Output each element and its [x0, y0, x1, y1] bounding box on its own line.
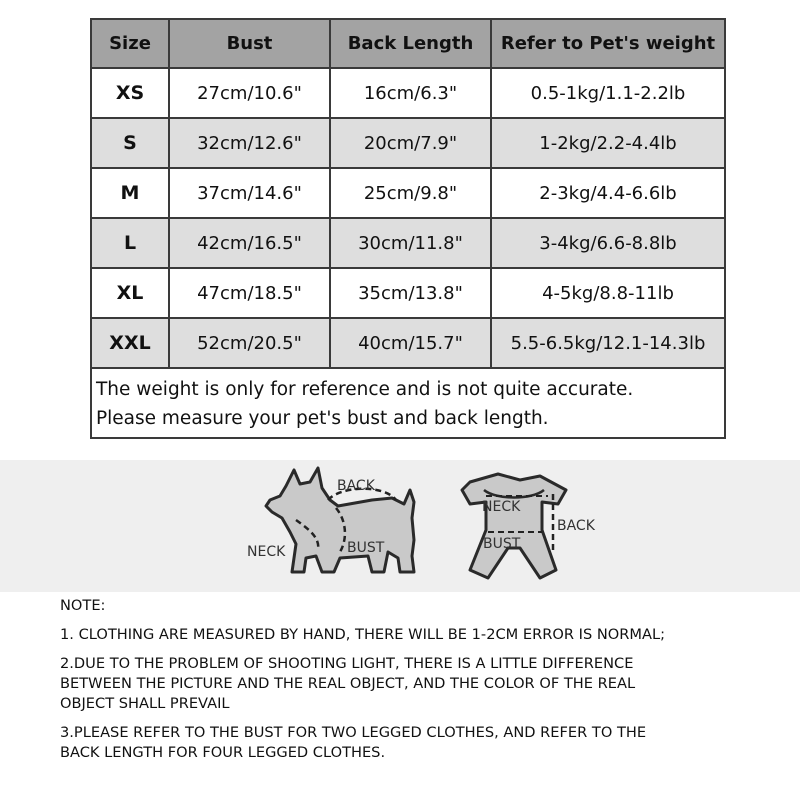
size-chart-table	[90, 18, 726, 439]
note-item: 3.PLEASE REFER TO THE BUST FOR TWO LEGGED CLOTHES, AND REFER TO THE BACK LENGTH FOR FOUR LEGGED CLOTHES.	[60, 724, 647, 761]
table-note-cell	[91, 368, 725, 438]
note-item: 2.DUE TO THE PROBLEM OF SHOOTING LIGHT, THERE IS A LITTLE DIFFERENCE BETWEEN THE PICTURE AND THE REAL OBJECT, AND THE COLOR OF THE REAL OBJECT SHALL PREVAIL	[60, 655, 636, 712]
notes-title: NOTE:	[60, 597, 106, 614]
weight-cell: 5.5-6.5kg/12.1-14.3lb	[491, 318, 725, 368]
dog-back-label: BACK	[337, 478, 375, 494]
measurement-diagram	[0, 460, 800, 592]
size-cell: M	[91, 168, 169, 218]
table-row	[91, 68, 725, 118]
garment-bust-label: BUST	[483, 536, 521, 552]
table-row	[91, 318, 725, 368]
bust-cell: 42cm/16.5"	[169, 218, 330, 268]
garment-back-label: BACK	[557, 518, 595, 534]
garment-neck-label: NECK	[482, 499, 521, 515]
table-row	[91, 118, 725, 168]
notes-section	[60, 596, 780, 772]
bust-cell: 32cm/12.6"	[169, 118, 330, 168]
header-back-length: Back Length	[330, 19, 491, 68]
size-cell: L	[91, 218, 169, 268]
table-note-line: The weight is only for reference and is not quite accurate.	[96, 379, 634, 400]
table-header-row	[91, 19, 725, 68]
dog-bust-label: BUST	[347, 540, 385, 556]
weight-cell: 3-4kg/6.6-8.8lb	[491, 218, 725, 268]
note-item: 1. CLOTHING ARE MEASURED BY HAND, THERE WILL BE 1-2CM ERROR IS NORMAL;	[60, 626, 666, 643]
measurement-diagram-svg	[0, 460, 800, 592]
back-length-cell: 30cm/11.8"	[330, 218, 491, 268]
back-length-cell: 20cm/7.9"	[330, 118, 491, 168]
bust-cell: 37cm/14.6"	[169, 168, 330, 218]
header-weight: Refer to Pet's weight	[491, 19, 725, 68]
size-cell: XL	[91, 268, 169, 318]
dog-neck-label: NECK	[247, 544, 286, 560]
size-cell: XS	[91, 68, 169, 118]
table-row	[91, 168, 725, 218]
bust-cell: 47cm/18.5"	[169, 268, 330, 318]
back-length-cell: 40cm/15.7"	[330, 318, 491, 368]
back-length-cell: 25cm/9.8"	[330, 168, 491, 218]
back-length-cell: 35cm/13.8"	[330, 268, 491, 318]
weight-cell: 0.5-1kg/1.1-2.2lb	[491, 68, 725, 118]
header-bust: Bust	[169, 19, 330, 68]
table-note-row	[91, 368, 725, 438]
weight-cell: 1-2kg/2.2-4.4lb	[491, 118, 725, 168]
table-note-line: Please measure your pet's bust and back length.	[96, 408, 549, 429]
table-row	[91, 268, 725, 318]
header-size: Size	[91, 19, 169, 68]
garment-silhouette-icon	[462, 474, 566, 578]
size-cell: S	[91, 118, 169, 168]
weight-cell: 2-3kg/4.4-6.6lb	[491, 168, 725, 218]
size-cell: XXL	[91, 318, 169, 368]
back-length-cell: 16cm/6.3"	[330, 68, 491, 118]
table-row	[91, 218, 725, 268]
bust-cell: 52cm/20.5"	[169, 318, 330, 368]
bust-cell: 27cm/10.6"	[169, 68, 330, 118]
weight-cell: 4-5kg/8.8-11lb	[491, 268, 725, 318]
